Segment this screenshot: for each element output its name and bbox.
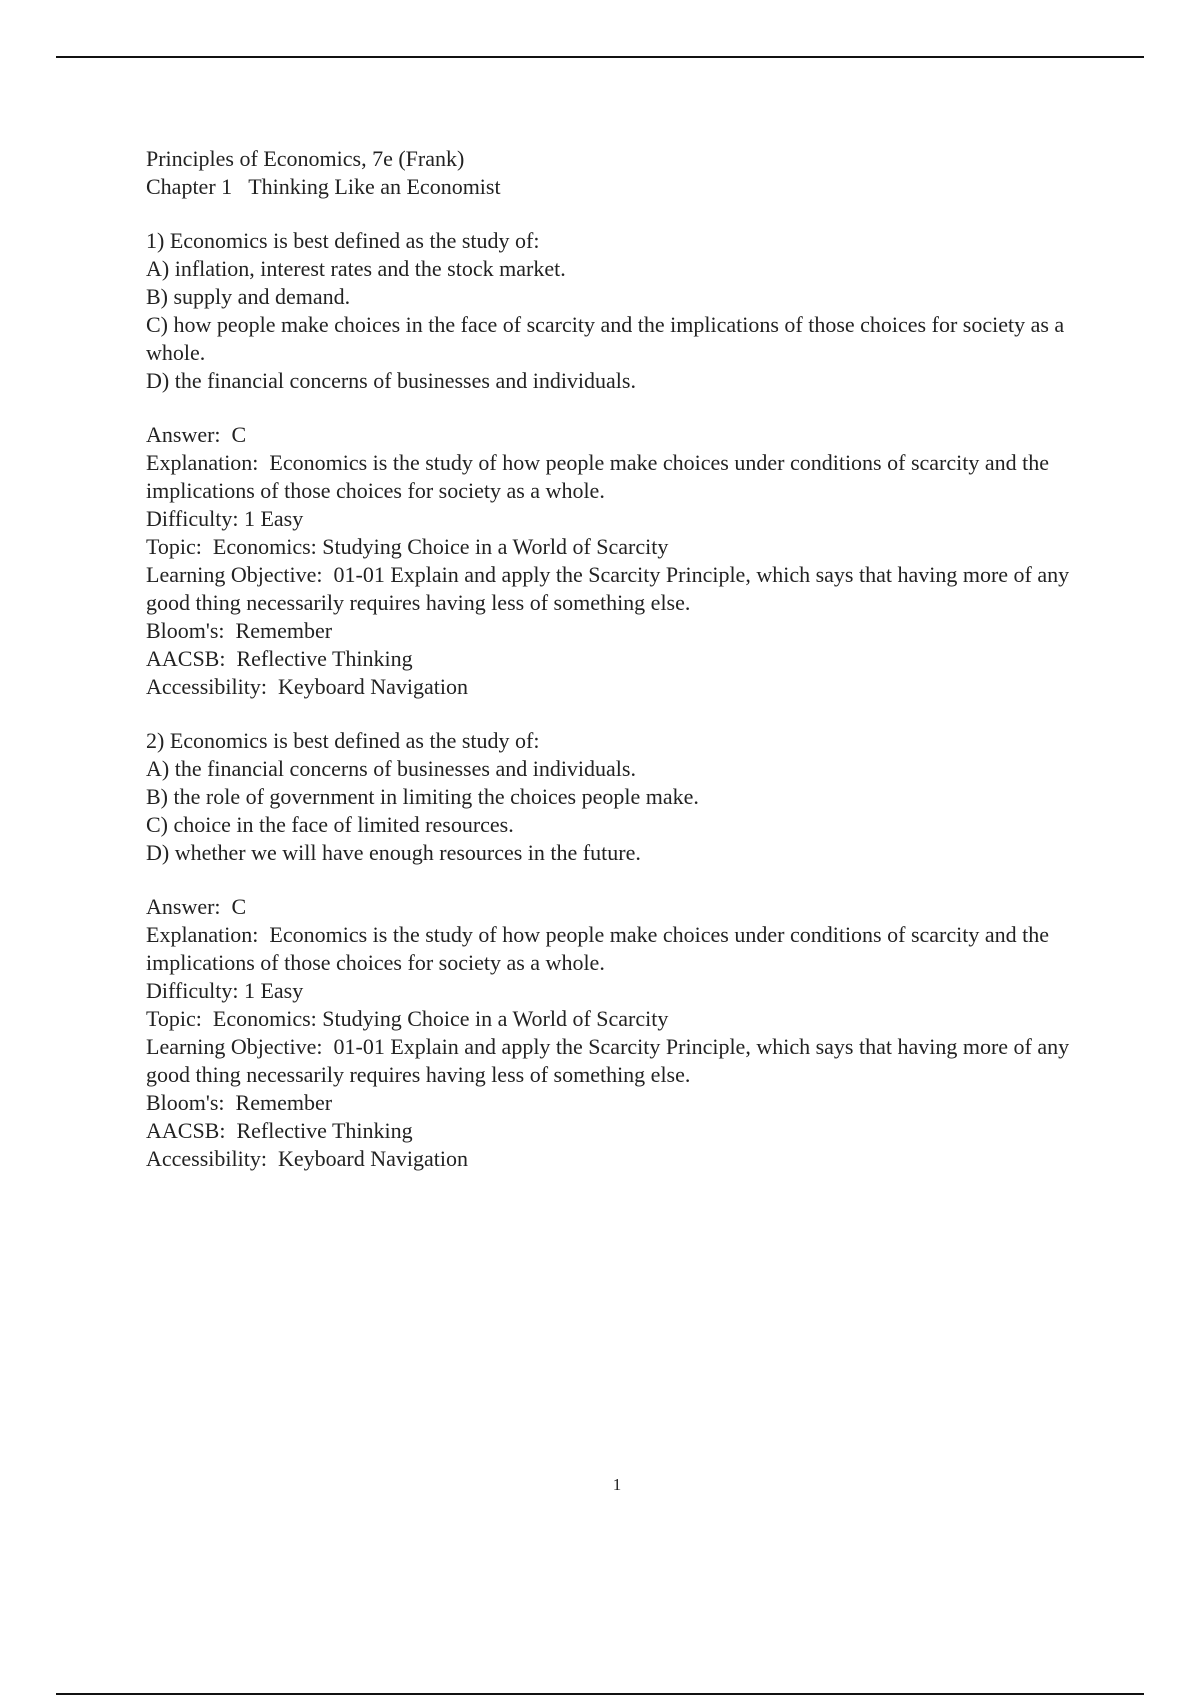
spacer xyxy=(146,701,1076,727)
topic: Topic: Economics: Studying Choice in a World of Scarcity xyxy=(146,1006,669,1031)
top-rule xyxy=(56,56,1144,58)
option-a: A) inflation, interest rates and the stock market. xyxy=(146,256,566,281)
difficulty: Difficulty: 1 Easy xyxy=(146,506,304,531)
answer-block-1 xyxy=(146,421,1076,701)
accessibility: Accessibility: Keyboard Navigation xyxy=(146,674,468,699)
topic: Topic: Economics: Studying Choice in a World of Scarcity xyxy=(146,534,669,559)
option-b: B) supply and demand. xyxy=(146,284,351,309)
answer: Answer: C xyxy=(146,422,247,447)
document-body xyxy=(146,145,1076,1173)
question-stem: 1) Economics is best defined as the study of: xyxy=(146,228,540,253)
learning-objective: Learning Objective: 01-01 Explain and apply the Scarcity Principle, which says that having more of any good thing necessarily requires having less of something else. xyxy=(146,562,1075,615)
question-2 xyxy=(146,727,1076,867)
aacsb: AACSB: Reflective Thinking xyxy=(146,1118,413,1143)
option-d: D) the financial concerns of businesses and individuals. xyxy=(146,368,636,393)
answer: Answer: C xyxy=(146,894,247,919)
explanation: Explanation: Economics is the study of how people make choices under conditions of scarcity and the implications of those choices for society as a whole. xyxy=(146,450,1055,503)
question-1 xyxy=(146,227,1076,395)
bottom-rule xyxy=(56,1693,1144,1695)
page-number: 1 xyxy=(612,1475,622,1494)
spacer xyxy=(146,867,1076,893)
difficulty: Difficulty: 1 Easy xyxy=(146,978,304,1003)
accessibility: Accessibility: Keyboard Navigation xyxy=(146,1146,468,1171)
option-c: C) choice in the face of limited resources. xyxy=(146,812,514,837)
option-a: A) the financial concerns of businesses and individuals. xyxy=(146,756,636,781)
book-title: Principles of Economics, 7e (Frank) xyxy=(146,146,465,171)
answer-block-2 xyxy=(146,893,1076,1173)
learning-objective: Learning Objective: 01-01 Explain and apply the Scarcity Principle, which says that having more of any good thing necessarily requires having less of something else. xyxy=(146,1034,1075,1087)
explanation: Explanation: Economics is the study of how people make choices under conditions of scarcity and the implications of those choices for society as a whole. xyxy=(146,922,1055,975)
question-stem: 2) Economics is best defined as the study of: xyxy=(146,728,540,753)
option-c: C) how people make choices in the face of scarcity and the implications of those choices for society as a whole. xyxy=(146,312,1070,365)
blooms: Bloom's: Remember xyxy=(146,618,333,643)
spacer xyxy=(146,395,1076,421)
spacer xyxy=(146,201,1076,227)
aacsb: AACSB: Reflective Thinking xyxy=(146,646,413,671)
option-b: B) the role of government in limiting the choices people make. xyxy=(146,784,699,809)
chapter-title: Chapter 1 Thinking Like an Economist xyxy=(146,174,501,199)
blooms: Bloom's: Remember xyxy=(146,1090,333,1115)
option-d: D) whether we will have enough resources in the future. xyxy=(146,840,641,865)
